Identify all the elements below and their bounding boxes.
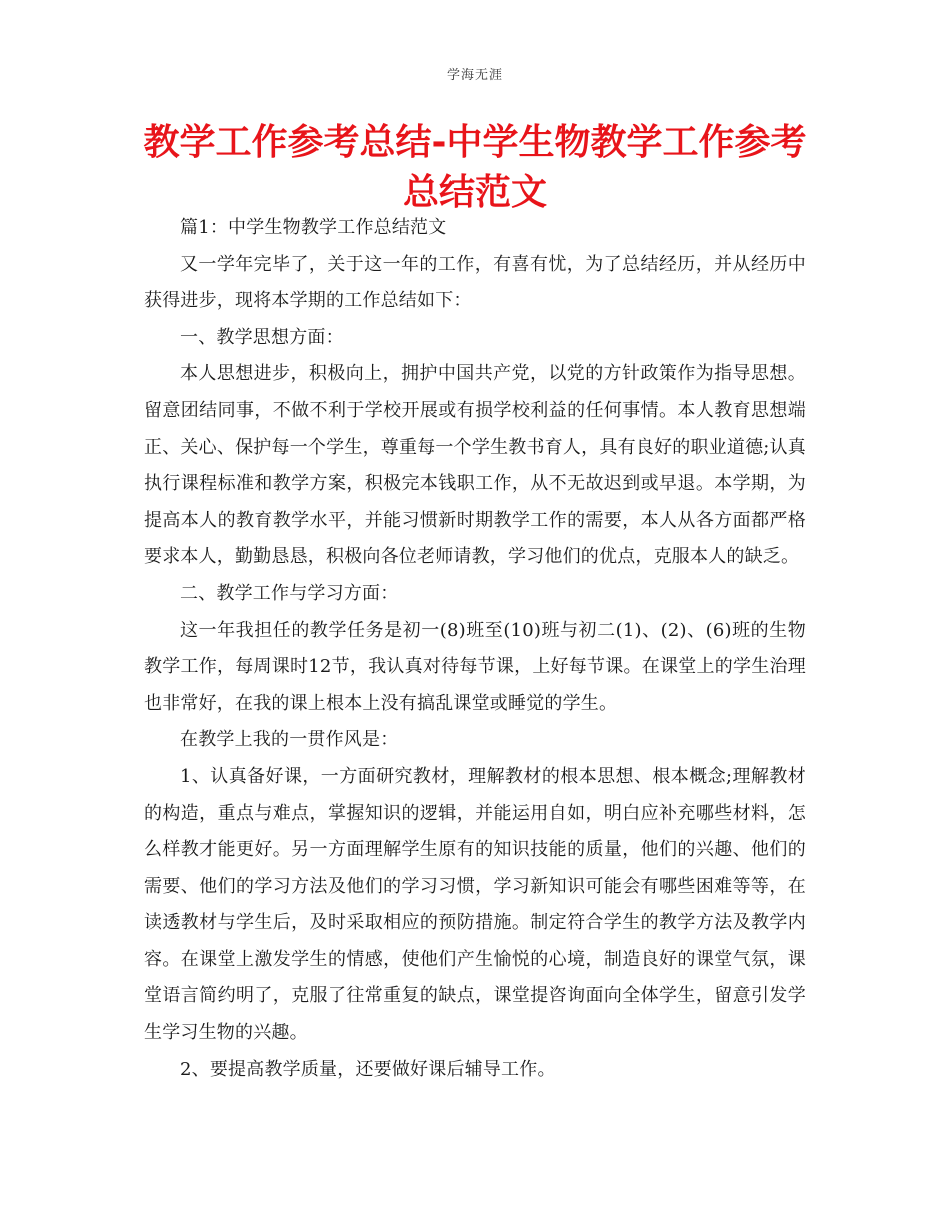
paragraph: 又一学年完毕了，关于这一年的工作，有喜有忧，为了总结经历，并从经历中获得进步，现将本学期的工作总结如下： [144,253,806,312]
header-mark: 学海无涯 [446,68,503,83]
paragraph: 2、要提高教学质量，还要做好课后辅导工作。 [180,1058,556,1080]
paragraph: 这一年我担任的教学任务是初一(8)班至(10)班与初二(1)、(2)、(6)班的生物教学工作，每周课时12节，我认真对待每节课，上好每节课。在课堂上的学生治理也非常好，在我的课上根本上没有搞乱课堂或睡觉的学生。 [144,619,806,714]
section-heading: 篇1：中学生物教学工作总结范文 [180,217,447,238]
document-body [144,210,806,1088]
section-heading: 一、教学思想方面： [180,326,344,348]
paragraph: 在教学上我的一贯作风是： [180,729,399,751]
section-heading: 二、教学工作与学习方面： [180,582,399,604]
paragraph: 1、认真备好课，一方面研究教材，理解教材的根本思想、根本概念;理解教材的构造，重点与难点，掌握知识的逻辑，并能运用自如，明白应补充哪些材料，怎么样教才能更好。另一方面理解学生原有的知识技能的质量，他们的兴趣、他们的需要、他们的学习方法及他们的学习习惯，学习新知识可能会有哪些困难等等，在读透教材与学生后，及时采取相应的预防措施。制定符合学生的教学方法及教学内容。在课堂上激发学生的情感，使他们产生愉悦的心境，制造良好的课堂气氛，课堂语言简约明了，克服了往常重复的缺点，课堂提咨询面向全体学生，留意引发学生学习生物的兴趣。 [144,765,806,1044]
paragraph: 本人思想进步，积极向上，拥护中国共产党，以党的方针政策作为指导思想。留意团结同事，不做不利于学校开展或有损学校利益的任何事情。本人教育思想端正、关心、保护每一个学生，尊重每一个学生教书育人，具有良好的职业道德;认真执行课程标准和教学方案，积极完本钱职工作，从不无故迟到或早退。本学期，为提高本人的教育教学水平，并能习惯新时期教学工作的需要，本人从各方面都严格要求本人，勤勤恳恳，积极向各位老师请教，学习他们的优点，克服本人的缺乏。 [144,363,806,568]
document-title: 教学工作参考总结-中学生物教学工作参考总结范文 [143,122,807,213]
